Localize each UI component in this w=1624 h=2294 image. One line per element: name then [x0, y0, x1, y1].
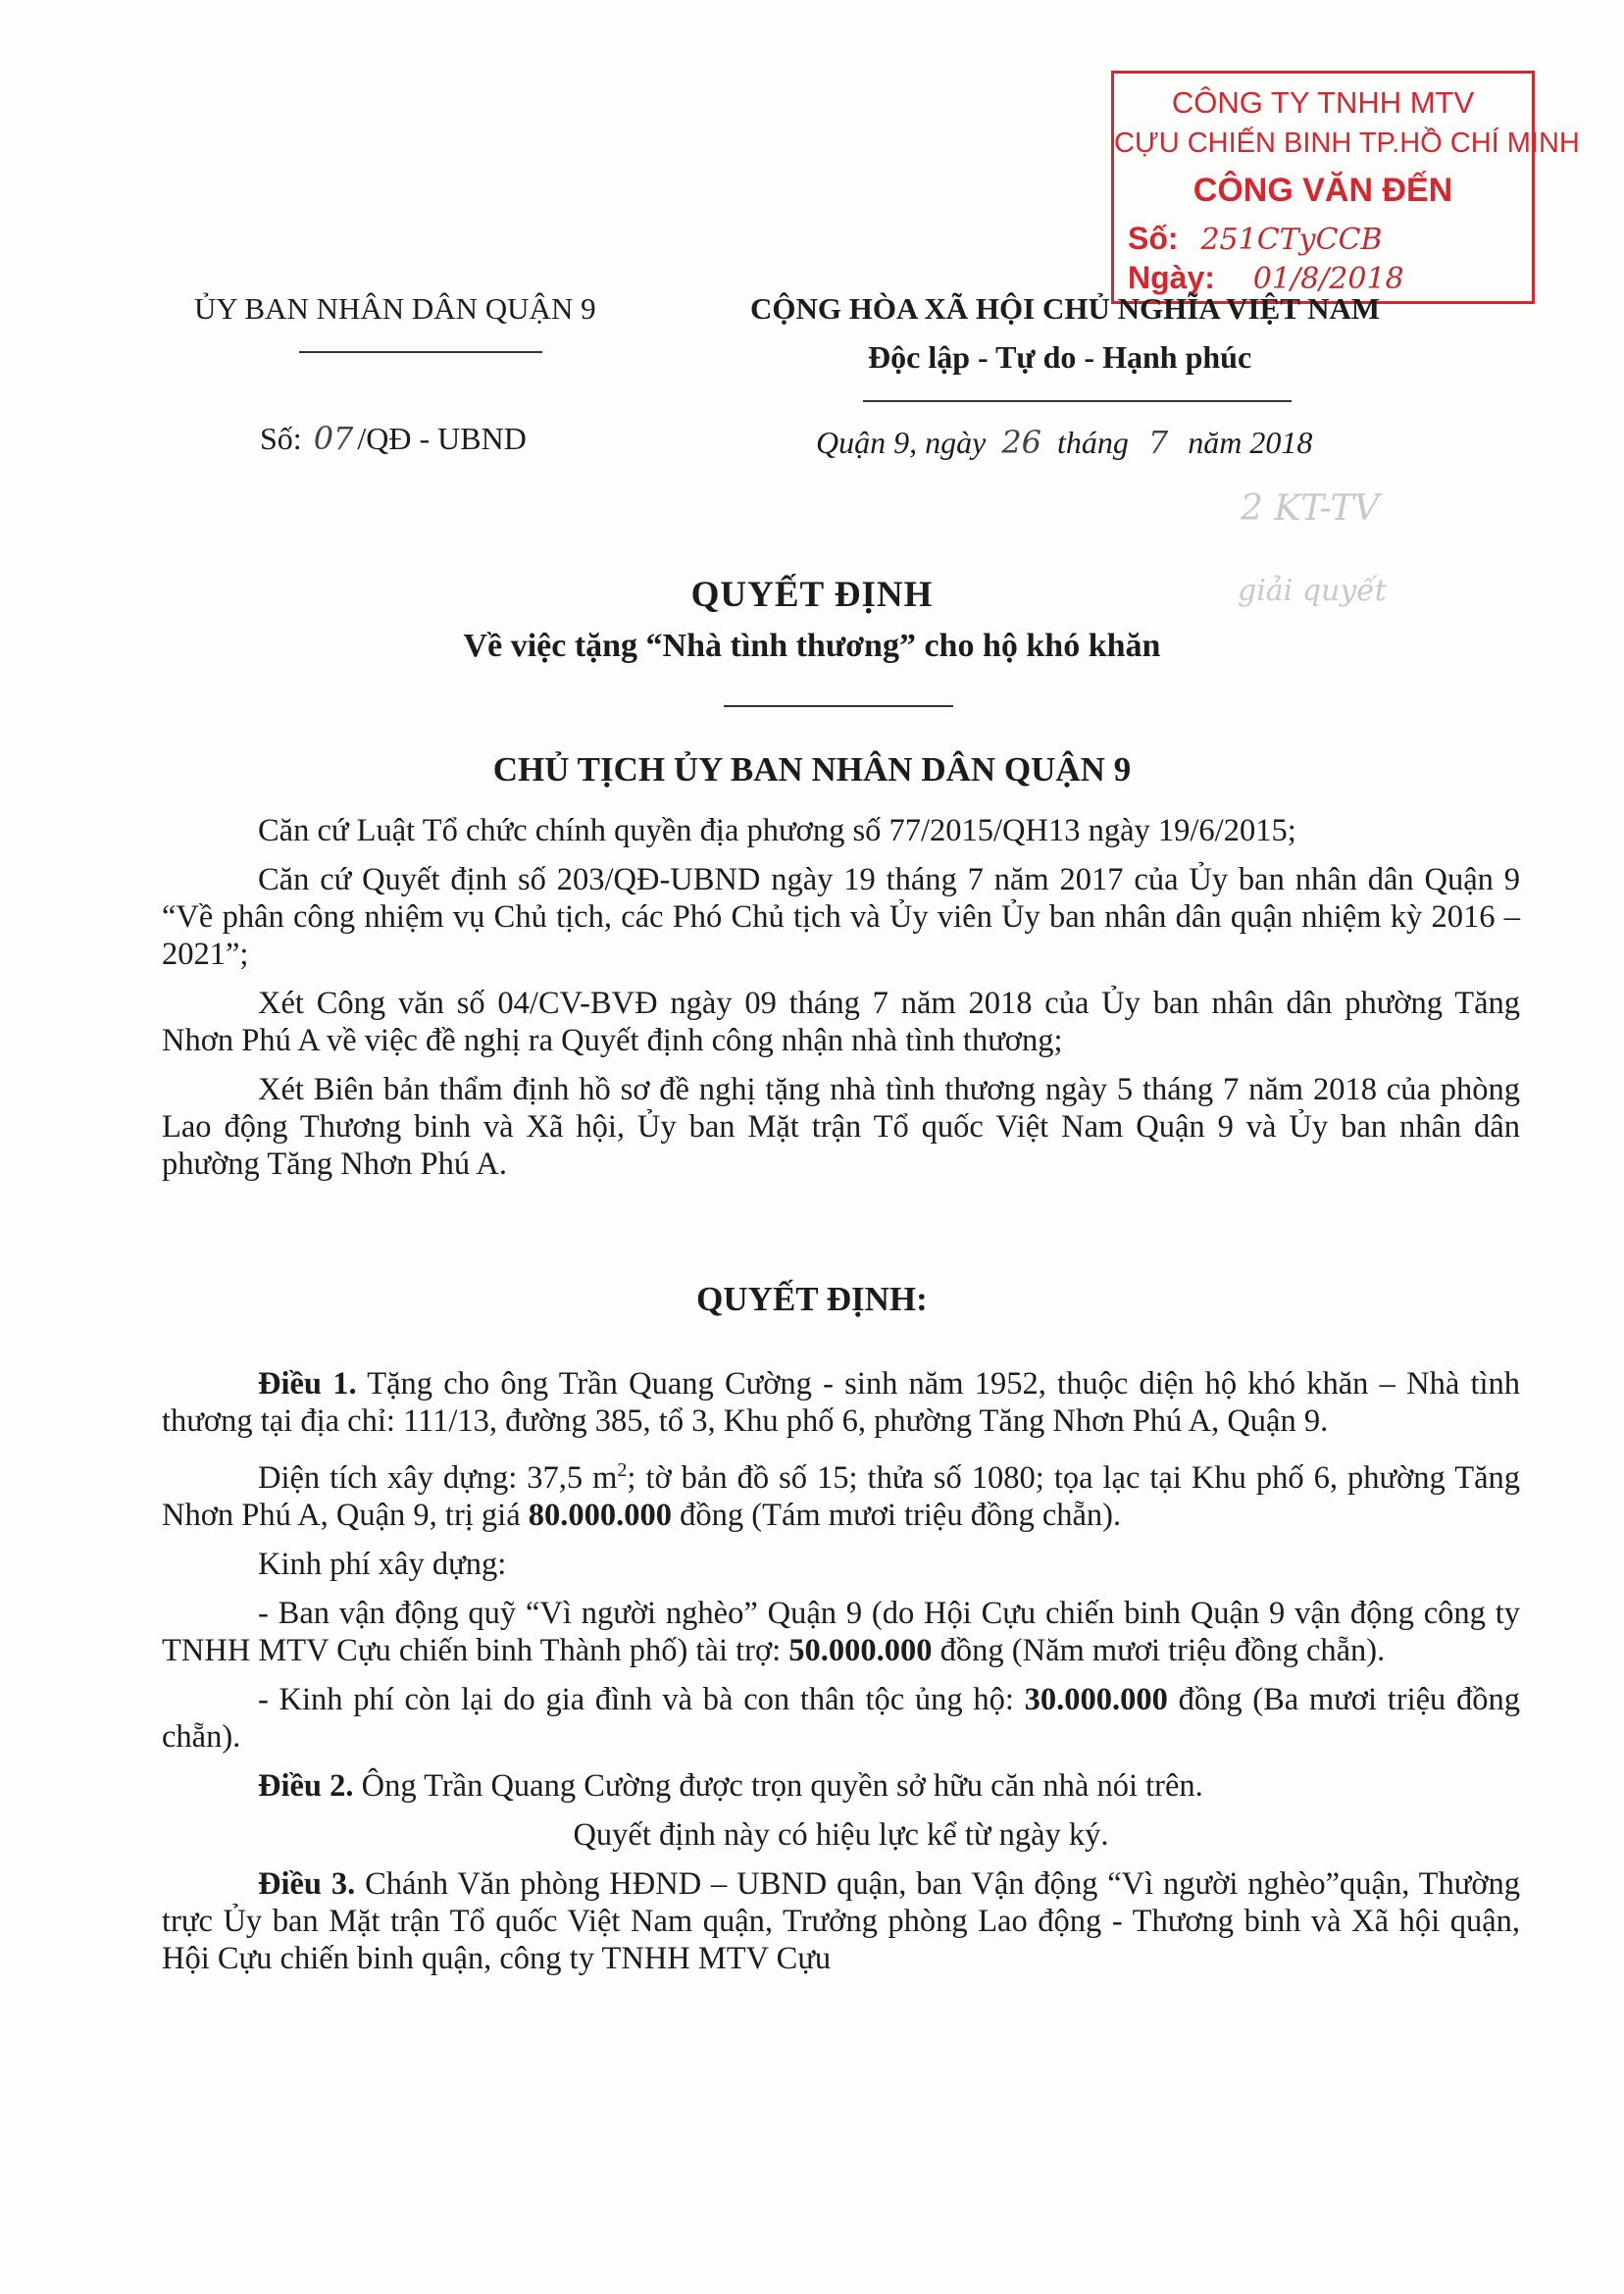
stamp-company-line: CÔNG TY TNHH MTV	[1171, 85, 1475, 120]
basis-official-letter: Xét Công văn số 04/CV-BVĐ ngày 09 tháng 7 năm 2018 của Ủy ban nhân dân phường Tăng Nhơn Phú A về việc đề nghị ra Quyết định công nhận nhà tình thương;	[162, 986, 1520, 1058]
incoming-document-stamp	[1111, 71, 1580, 304]
pencil-annotation-action: giải quyết	[1238, 574, 1387, 608]
funding-label: Kinh phí xây dựng:	[258, 1546, 507, 1582]
stamp-date-value: 01/8/2018	[1252, 262, 1404, 296]
pencil-annotation-routing: 2 KT-TV	[1241, 488, 1380, 529]
article-2-label: Điều 2.	[258, 1767, 354, 1804]
article-3-text: Chánh Văn phòng HĐND – UBND quận, ban Vận động “Vì người nghèo”quận, Thường trực Ủy ban Mặt trận Tổ quốc Việt Nam quận, Trưởng phòng Lao động - Thương binh và Xã hội quận, Hội Cựu chiến binh quận, công ty TNHH MTV Cựu	[162, 1865, 1521, 1976]
legal-basis-section	[162, 812, 1520, 1183]
area-details: ; tờ bản đồ số 15; thửa số 1080; tọa lạc tại Khu phố 6, phường Tăng Nhơn Phú A, Quận 9, trị giá	[162, 1459, 1521, 1533]
document-number-handwritten: 07	[313, 420, 354, 457]
republic-name: CỘNG HÒA XÃ HỘI CHỦ NGHĨA VIỆT NAM	[750, 291, 1381, 326]
document-number-suffix: /QĐ - UBND	[357, 421, 527, 456]
house-value-amount: 80.000.000	[528, 1497, 673, 1533]
motto-underline	[863, 400, 1292, 402]
article-2	[162, 1767, 1520, 1805]
fund2-text: - Kinh phí còn lại do gia đình và bà con thân tộc ủng hộ:	[258, 1681, 1025, 1717]
place-and-date	[816, 424, 1312, 461]
article-1-label: Điều 1.	[258, 1366, 357, 1402]
decision-subject: Về việc tặng “Nhà tình thương” cho hộ khó khăn	[463, 628, 1161, 664]
agency-underline	[299, 351, 542, 353]
fund2-amount: 30.000.000	[1024, 1681, 1168, 1717]
year-label: năm 2018	[1188, 425, 1313, 460]
funding-source-1	[162, 1595, 1520, 1669]
issuing-agency: ỦY BAN NHÂN DÂN QUẬN 9	[194, 291, 596, 326]
document-number-label: Số:	[260, 421, 302, 456]
area-unit-exponent: 2	[617, 1459, 628, 1481]
fund2-suffix: đồng (Ba mươi triệu đồng chẵn).	[162, 1681, 1520, 1755]
stamp-number-label: Số:	[1128, 221, 1179, 256]
place-date-prefix: Quận 9, ngày	[816, 425, 987, 460]
stamp-company-name: CỰU CHIẾN BINH TP.HỒ CHÍ MINH	[1114, 127, 1580, 159]
month-handwritten: 7	[1147, 424, 1169, 461]
stamp-date-label: Ngày:	[1128, 260, 1215, 295]
area-prefix: Diện tích xây dựng: 37,5 m	[258, 1459, 618, 1496]
article-3-label: Điều 3.	[258, 1865, 356, 1902]
house-value-suffix: đồng (Tám mươi triệu đồng chẵn).	[672, 1497, 1122, 1533]
article-1	[162, 1365, 1520, 1440]
national-motto: Độc lập - Tự do - Hạnh phúc	[868, 339, 1252, 375]
document-number	[260, 420, 527, 457]
article-1-text: Tặng cho ông Trần Quang Cường - sinh năm 1952, thuộc diện hộ khó khăn – Nhà tình thương tại địa chỉ: 111/13, đường 385, tổ 3, Khu phố 6, phường Tăng Nhơn Phú A, Quận 9.	[162, 1366, 1521, 1439]
funding-source-2	[162, 1681, 1520, 1756]
articles-section	[162, 1365, 1520, 1977]
basis-appraisal-record: Xét Biên bản thẩm định hồ sơ đề nghị tặng nhà tình thương ngày 5 tháng 7 năm 2018 của phòng Lao động Thương binh và Xã hội, Ủy ban Mặt trận Tổ quốc Việt Nam Quận 9 và Ủy ban nhân dân phường Tăng Nhơn Phú A.	[162, 1072, 1520, 1182]
fund1-suffix: đồng (Năm mươi triệu đồng chẵn).	[932, 1632, 1386, 1668]
stamp-title: CÔNG VĂN ĐẾN	[1193, 172, 1453, 209]
article-1-area	[162, 1452, 1520, 1534]
stamp-number-value: 251CTyCCB	[1200, 223, 1383, 257]
article-3	[162, 1865, 1520, 1977]
decision-heading: QUYẾT ĐỊNH:	[696, 1280, 928, 1318]
article-2-text: Ông Trần Quang Cường được trọn quyền sở hữu căn nhà nói trên.	[361, 1767, 1203, 1804]
fund1-text: - Ban vận động quỹ “Vì người nghèo” Quận 9 (do Hội Cựu chiến binh Quận 9 vận động công ty TNHH MTV Cựu chiến binh Thành phố) tài trợ:	[162, 1595, 1520, 1668]
day-handwritten: 26	[1001, 424, 1042, 461]
issuer-heading: CHỦ TỊCH ỦY BAN NHÂN DÂN QUẬN 9	[492, 750, 1132, 789]
title-underline	[724, 705, 953, 707]
stamp-number-field	[1128, 221, 1383, 257]
fund1-amount: 50.000.000	[788, 1632, 933, 1668]
basis-decision-203: Căn cứ Quyết định số 203/QĐ-UBND ngày 19 tháng 7 năm 2017 của Ủy ban nhân dân Quận 9 “Về phân công nhiệm vụ Chủ tịch, các Phó Chủ tịch và Ủy viên Ủy ban nhân dân quận nhiệm kỳ 2016 – 2021”;	[162, 862, 1520, 972]
decision-title: QUYẾT ĐỊNH	[690, 575, 934, 615]
month-label: tháng	[1057, 425, 1129, 460]
basis-local-gov-law: Căn cứ Luật Tổ chức chính quyền địa phương số 77/2015/QH13 ngày 19/6/2015;	[258, 813, 1296, 848]
effective-clause: Quyết định này có hiệu lực kể từ ngày ký.	[573, 1816, 1109, 1853]
